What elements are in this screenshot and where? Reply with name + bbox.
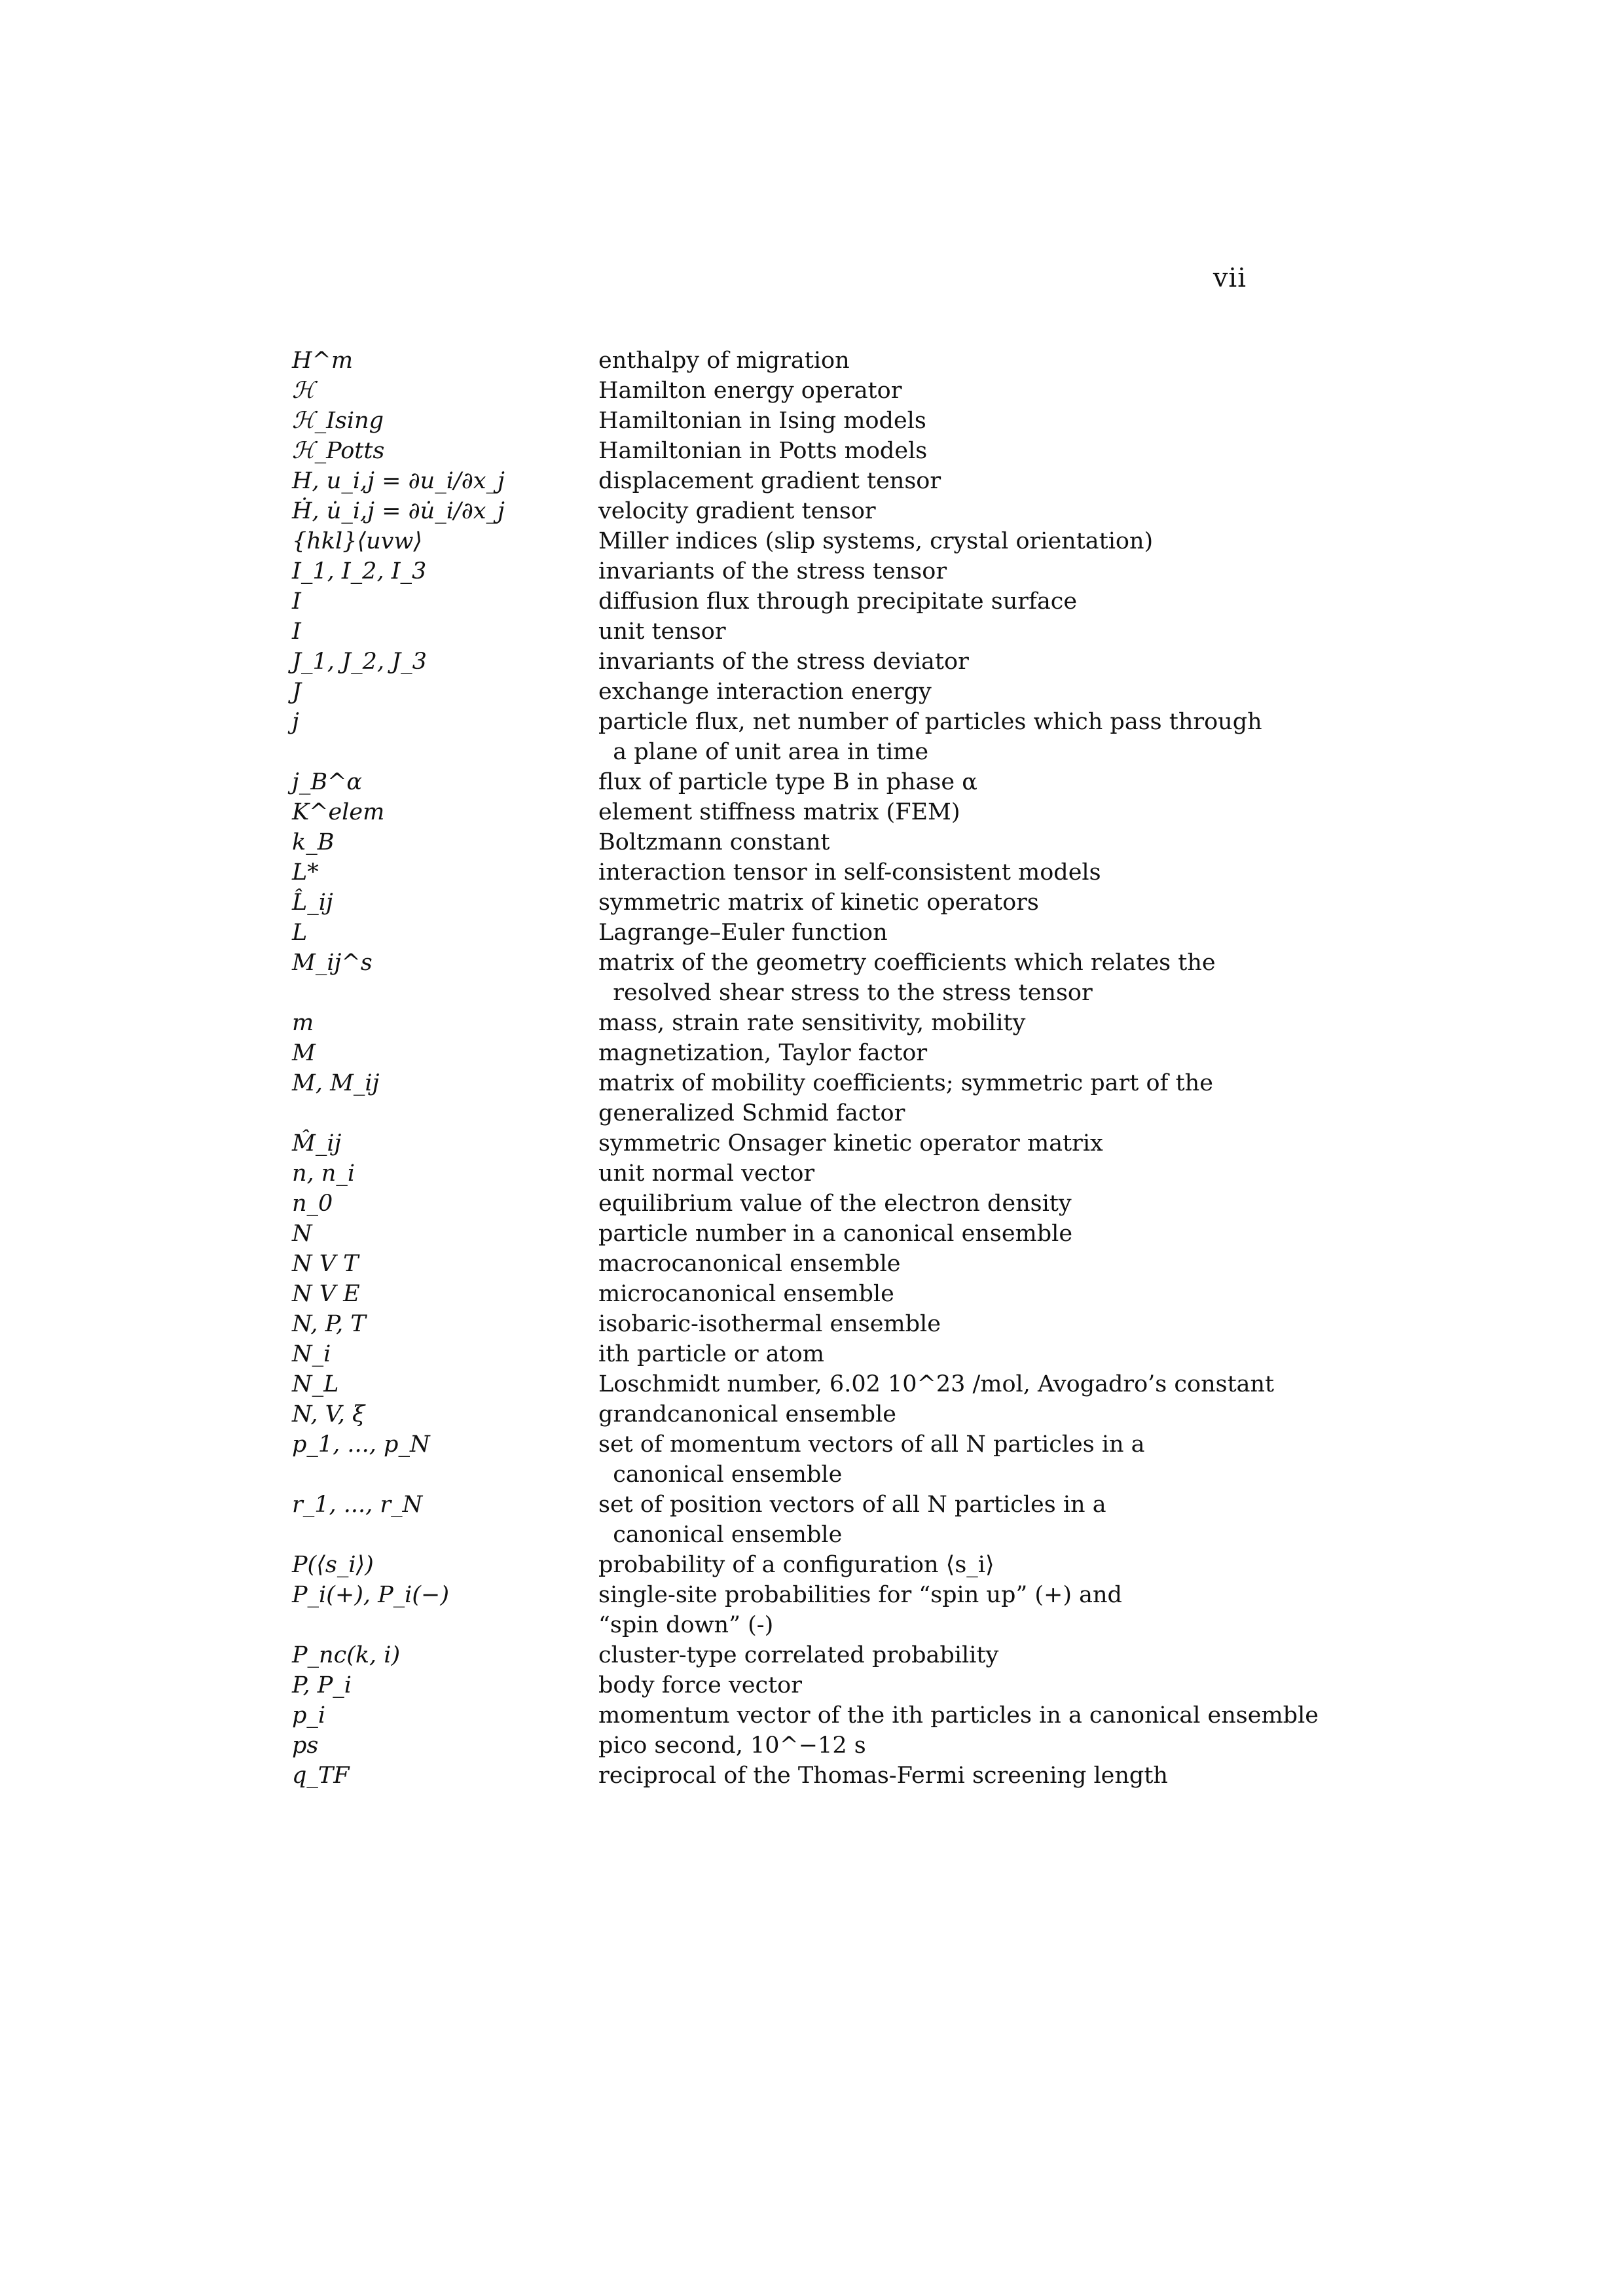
symbol: H, u_i,j = ∂u_i/∂x_j (292, 468, 505, 494)
description: particle flux, net number of particles which pass through a plane of unit area in time (598, 709, 1262, 765)
symbol-entry (292, 857, 1366, 888)
symbol-entry (292, 827, 1366, 857)
symbol: N_L (292, 1371, 339, 1397)
symbol: N V T (292, 1251, 359, 1277)
symbol: Ḣ, u̇_i,j = ∂u̇_i/∂x_j (292, 498, 505, 524)
description: exchange interaction energy (598, 679, 932, 705)
symbol-entry (292, 1369, 1366, 1399)
page-number: vii (1213, 263, 1247, 293)
symbol-entry (292, 1700, 1366, 1731)
description: magnetization, Taylor factor (598, 1040, 928, 1066)
description: Loschmidt number, 6.02 10^23 /mol, Avogadro’s constant (598, 1371, 1275, 1397)
description: mass, strain rate sensitivity, mobility (598, 1010, 1026, 1036)
description: Hamiltonian in Ising models (598, 408, 926, 434)
description: element stiffness matrix (FEM) (598, 799, 960, 825)
description: Hamiltonian in Potts models (598, 438, 928, 464)
symbol-entry (292, 1761, 1366, 1791)
symbol: N, P, T (292, 1311, 366, 1337)
symbol-entry (292, 586, 1366, 617)
symbol-entry (292, 918, 1366, 948)
symbol: n, n_i (292, 1160, 356, 1187)
symbol: N (292, 1221, 312, 1247)
description: diffusion flux through precipitate surface (598, 588, 1078, 615)
symbol-entry (292, 466, 1366, 496)
symbol: L (292, 920, 308, 946)
symbol-entry (292, 1189, 1366, 1219)
description: macrocanonical ensemble (598, 1251, 901, 1277)
description: velocity gradient tensor (598, 498, 876, 524)
description: Lagrange–Euler function (598, 920, 888, 946)
symbol: m (292, 1010, 314, 1036)
symbol: P_nc(k, i) (292, 1642, 401, 1668)
description: isobaric-isothermal ensemble (598, 1311, 941, 1337)
symbol: K^elem (292, 799, 385, 825)
symbol-entry (292, 948, 1366, 1008)
description: set of position vectors of all N particles in a canonical ensemble (598, 1492, 1106, 1548)
symbol-entry (292, 1249, 1366, 1279)
symbol-entry (292, 1670, 1366, 1700)
description: grandcanonical ensemble (598, 1401, 896, 1427)
symbol: P_i(+), P_i(−) (292, 1582, 450, 1608)
symbol: P(⟨s_i⟩) (292, 1552, 374, 1578)
symbol: M, M_ij (292, 1070, 380, 1096)
symbol: M (292, 1040, 316, 1066)
symbol-entry (292, 526, 1366, 556)
symbol-entry (292, 707, 1366, 767)
description: cluster-type correlated probability (598, 1642, 999, 1668)
symbol-entry (292, 346, 1366, 376)
description: pico second, 10^−12 s (598, 1732, 866, 1759)
symbol: L̂_ij (292, 889, 333, 916)
description: Hamilton energy operator (598, 378, 902, 404)
symbol: I_1, I_2, I_3 (292, 558, 427, 584)
description: enthalpy of migration (598, 348, 850, 374)
description: body force vector (598, 1672, 802, 1698)
description: ith particle or atom (598, 1341, 824, 1367)
symbol: J_1, J_2, J_3 (292, 649, 427, 675)
description: interaction tensor in self-consistent models (598, 859, 1101, 886)
symbol-entry (292, 1158, 1366, 1189)
description: invariants of the stress tensor (598, 558, 947, 584)
symbol: ℋ_Potts (292, 438, 385, 464)
symbol: I (292, 619, 301, 645)
description: particle number in a canonical ensemble (598, 1221, 1073, 1247)
description: momentum vector of the ith particles in a canonical ensemble (598, 1702, 1319, 1729)
symbol-list (292, 346, 1366, 1791)
symbol: j_B^α (292, 769, 363, 795)
description: matrix of the geometry coefficients which relates the resolved shear stress to the stress tensor (598, 950, 1216, 1006)
symbol-entry (292, 1219, 1366, 1249)
description: microcanonical ensemble (598, 1281, 894, 1307)
symbol: I (292, 588, 301, 615)
symbol: p_1, ..., p_N (292, 1431, 430, 1458)
description: invariants of the stress deviator (598, 649, 969, 675)
description: symmetric Onsager kinetic operator matrix (598, 1130, 1103, 1157)
symbol-entry (292, 1068, 1366, 1128)
symbol: ℋ_Ising (292, 408, 384, 434)
description: reciprocal of the Thomas-Fermi screening length (598, 1763, 1168, 1789)
description: flux of particle type B in phase α (598, 769, 977, 795)
description: Miller indices (slip systems, crystal orientation) (598, 528, 1154, 554)
symbol-entry (292, 1490, 1366, 1550)
symbol: M_ij^s (292, 950, 373, 976)
symbol: n_0 (292, 1191, 333, 1217)
symbol-entry (292, 797, 1366, 827)
symbol: ps (292, 1732, 319, 1759)
symbol: M̂_ij (292, 1130, 342, 1157)
symbol: J (292, 679, 302, 705)
symbol-entry (292, 647, 1366, 677)
symbol: P, P_i (292, 1672, 352, 1698)
symbol-entry (292, 556, 1366, 586)
description: set of momentum vectors of all N particles in a canonical ensemble (598, 1431, 1145, 1488)
symbol: N_i (292, 1341, 331, 1367)
symbol-entry (292, 1128, 1366, 1158)
description: Boltzmann constant (598, 829, 830, 855)
symbol: L* (292, 859, 319, 886)
description: unit normal vector (598, 1160, 815, 1187)
symbol: q_TF (292, 1763, 350, 1789)
description: equilibrium value of the electron density (598, 1191, 1072, 1217)
symbol: N, V, ξ (292, 1401, 365, 1427)
symbol-entry (292, 677, 1366, 707)
description: symmetric matrix of kinetic operators (598, 889, 1039, 916)
symbol-entry (292, 1399, 1366, 1429)
symbol: r_1, ..., r_N (292, 1492, 423, 1518)
symbol-entry (292, 1550, 1366, 1580)
symbol-entry (292, 1279, 1366, 1309)
description: matrix of mobility coefficients; symmetric part of the generalized Schmid factor (598, 1070, 1213, 1126)
symbol-entry (292, 1038, 1366, 1068)
symbol-entry (292, 376, 1366, 406)
symbol: N V E (292, 1281, 360, 1307)
symbol-entry (292, 1640, 1366, 1670)
symbol-entry (292, 496, 1366, 526)
symbol-entry (292, 1580, 1366, 1640)
symbol-entry (292, 1731, 1366, 1761)
symbol-entry (292, 888, 1366, 918)
description: single-site probabilities for “spin up” (+) and “spin down” (-) (598, 1582, 1122, 1638)
description: probability of a configuration ⟨s_i⟩ (598, 1552, 994, 1578)
symbol: p_i (292, 1702, 326, 1729)
symbol-entry (292, 1339, 1366, 1369)
symbol-entry (292, 1008, 1366, 1038)
symbol: ℋ (292, 378, 315, 404)
symbol-entry (292, 436, 1366, 466)
symbol: H^m (292, 348, 354, 374)
symbol-entry (292, 1429, 1366, 1490)
symbol: k_B (292, 829, 335, 855)
description: displacement gradient tensor (598, 468, 941, 494)
symbol-entry (292, 406, 1366, 436)
symbol: {hkl}⟨uvw⟩ (292, 528, 423, 554)
symbol-entry (292, 1309, 1366, 1339)
description: unit tensor (598, 619, 726, 645)
symbol-entry (292, 617, 1366, 647)
symbol: j (292, 709, 299, 735)
symbol-entry (292, 767, 1366, 797)
